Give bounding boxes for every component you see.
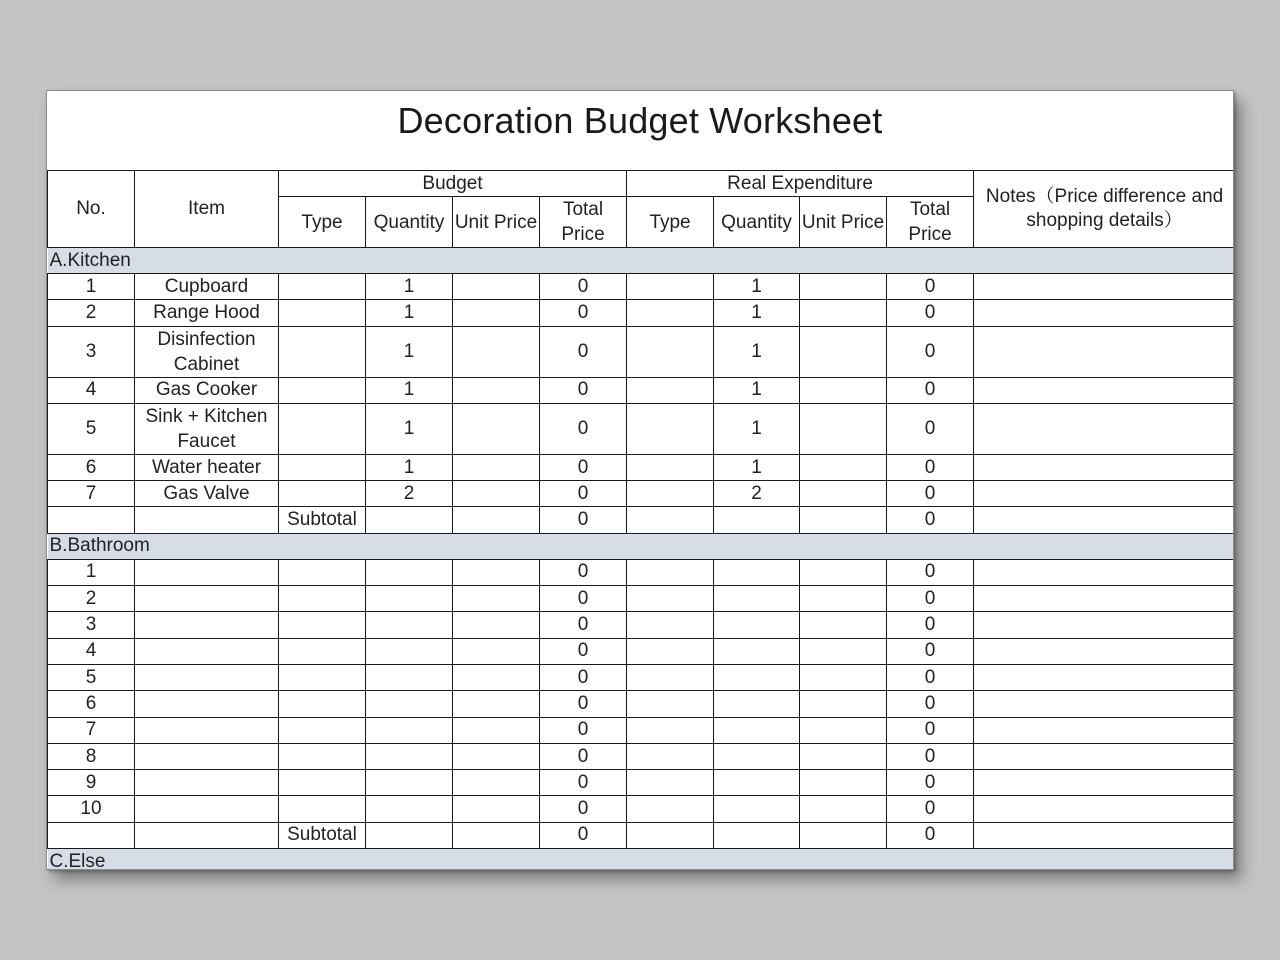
cell-item[interactable] <box>135 770 279 796</box>
section-label[interactable]: B.Bathroom <box>48 533 1235 559</box>
cell-real-total-price[interactable]: 0 <box>887 691 974 717</box>
cell-budget-unit-price[interactable] <box>453 717 540 743</box>
header-real-quantity: Quantity <box>714 197 800 248</box>
cell-budget-type[interactable] <box>279 454 366 480</box>
cell-budget-total-price[interactable]: 0 <box>540 638 627 664</box>
cell-budget-type[interactable] <box>279 717 366 743</box>
header-real-expenditure-group: Real Expenditure <box>627 171 974 197</box>
subtotal-label[interactable]: Subtotal <box>279 507 366 533</box>
cell-budget-type[interactable] <box>279 743 366 769</box>
cell-no[interactable]: 5 <box>48 664 135 690</box>
cell-real-unit-price[interactable] <box>800 377 887 403</box>
cell-budget-type[interactable] <box>279 300 366 326</box>
table-row <box>48 612 1235 638</box>
cell-real-unit-price[interactable] <box>800 691 887 717</box>
cell-real-quantity[interactable]: 1 <box>714 454 800 480</box>
cell-item[interactable]: Sink + Kitchen Faucet <box>135 403 279 454</box>
section-header-else <box>48 849 1235 870</box>
cell-real-quantity[interactable]: 1 <box>714 377 800 403</box>
section-label[interactable]: A.Kitchen <box>48 248 1235 274</box>
cell-no[interactable]: 10 <box>48 796 135 822</box>
table-row <box>48 638 1235 664</box>
cell-notes[interactable] <box>974 507 1234 533</box>
cell-real-quantity[interactable] <box>714 586 800 612</box>
cell-real-quantity[interactable]: 2 <box>714 481 800 507</box>
cell-real-unit-price[interactable] <box>800 403 887 454</box>
cell-budget-unit-price[interactable] <box>453 274 540 300</box>
cell-budget-total-price[interactable]: 0 <box>540 377 627 403</box>
cell-budget-total-price[interactable]: 0 <box>540 796 627 822</box>
cell-item[interactable] <box>135 822 279 848</box>
cell-real-type[interactable] <box>627 300 714 326</box>
page-title: Decoration Budget Worksheet <box>397 100 883 141</box>
cell-real-type[interactable] <box>627 796 714 822</box>
cell-real-unit-price[interactable] <box>800 770 887 796</box>
cell-notes[interactable] <box>974 326 1234 377</box>
cell-notes[interactable] <box>974 559 1234 585</box>
cell-real-total-price[interactable]: 0 <box>887 300 974 326</box>
table-row <box>48 377 1235 403</box>
cell-notes[interactable] <box>974 481 1234 507</box>
table-row <box>48 664 1235 690</box>
cell-real-total-price[interactable]: 0 <box>887 326 974 377</box>
cell-budget-unit-price[interactable] <box>453 507 540 533</box>
cell-no[interactable]: 7 <box>48 481 135 507</box>
cell-budget-quantity[interactable] <box>366 770 453 796</box>
cell-real-type[interactable] <box>627 326 714 377</box>
header-real-type: Type <box>627 197 714 248</box>
cell-item[interactable]: Water heater <box>135 454 279 480</box>
cell-budget-quantity[interactable]: 1 <box>366 403 453 454</box>
cell-budget-type[interactable] <box>279 377 366 403</box>
cell-real-type[interactable] <box>627 377 714 403</box>
cell-notes[interactable] <box>974 377 1234 403</box>
cell-budget-total-price[interactable]: 0 <box>540 559 627 585</box>
cell-no[interactable]: 3 <box>48 612 135 638</box>
cell-real-total-price[interactable]: 0 <box>887 559 974 585</box>
cell-budget-unit-price[interactable] <box>453 586 540 612</box>
header-budget-type: Type <box>279 197 366 248</box>
subtotal-row <box>48 507 1235 533</box>
table-row <box>48 691 1235 717</box>
cell-real-type[interactable] <box>627 612 714 638</box>
cell-real-type[interactable] <box>627 743 714 769</box>
cell-real-type[interactable] <box>627 507 714 533</box>
cell-real-type[interactable] <box>627 403 714 454</box>
cell-budget-type[interactable] <box>279 770 366 796</box>
cell-budget-unit-price[interactable] <box>453 743 540 769</box>
header-budget-group: Budget <box>279 171 627 197</box>
cell-budget-unit-price[interactable] <box>453 638 540 664</box>
cell-real-total-price[interactable]: 0 <box>887 664 974 690</box>
cell-real-quantity[interactable] <box>714 559 800 585</box>
cell-real-unit-price[interactable] <box>800 454 887 480</box>
cell-budget-quantity[interactable]: 1 <box>366 274 453 300</box>
cell-budget-unit-price[interactable] <box>453 300 540 326</box>
cell-budget-unit-price[interactable] <box>453 559 540 585</box>
header-item: Item <box>135 171 279 248</box>
cell-real-total-price[interactable]: 0 <box>887 454 974 480</box>
cell-item[interactable] <box>135 638 279 664</box>
cell-real-unit-price[interactable] <box>800 822 887 848</box>
cell-real-unit-price[interactable] <box>800 664 887 690</box>
cell-real-total-price[interactable]: 0 <box>887 507 974 533</box>
cell-real-type[interactable] <box>627 691 714 717</box>
cell-real-total-price[interactable]: 0 <box>887 638 974 664</box>
cell-real-unit-price[interactable] <box>800 743 887 769</box>
cell-real-quantity[interactable] <box>714 638 800 664</box>
cell-budget-type[interactable] <box>279 796 366 822</box>
cell-budget-total-price[interactable]: 0 <box>540 454 627 480</box>
cell-notes[interactable] <box>974 796 1234 822</box>
cell-budget-type[interactable] <box>279 638 366 664</box>
cell-notes[interactable] <box>974 612 1234 638</box>
table-row <box>48 274 1235 300</box>
cell-budget-total-price[interactable]: 0 <box>540 743 627 769</box>
subtotal-row <box>48 822 1235 848</box>
cell-real-total-price[interactable]: 0 <box>887 743 974 769</box>
worksheet-page <box>46 90 1234 870</box>
cell-real-type[interactable] <box>627 717 714 743</box>
cell-budget-total-price[interactable]: 0 <box>540 326 627 377</box>
cell-item[interactable] <box>135 691 279 717</box>
cell-budget-quantity[interactable]: 1 <box>366 377 453 403</box>
cell-notes[interactable] <box>974 300 1234 326</box>
cell-budget-unit-price[interactable] <box>453 326 540 377</box>
cell-notes[interactable] <box>974 586 1234 612</box>
table-row <box>48 770 1235 796</box>
cell-budget-total-price[interactable]: 0 <box>540 691 627 717</box>
header-budget-total-price: Total Price <box>540 197 627 248</box>
cell-budget-quantity[interactable] <box>366 664 453 690</box>
cell-budget-type[interactable] <box>279 274 366 300</box>
cell-no[interactable]: 2 <box>48 300 135 326</box>
table-row <box>48 586 1235 612</box>
table-row <box>48 743 1235 769</box>
cell-budget-unit-price[interactable] <box>453 377 540 403</box>
cell-real-unit-price[interactable] <box>800 638 887 664</box>
cell-budget-type[interactable] <box>279 481 366 507</box>
cell-budget-quantity[interactable] <box>366 612 453 638</box>
cell-no[interactable]: 4 <box>48 638 135 664</box>
cell-real-unit-price[interactable] <box>800 717 887 743</box>
cell-real-unit-price[interactable] <box>800 559 887 585</box>
cell-real-total-price[interactable]: 0 <box>887 770 974 796</box>
cell-notes[interactable] <box>974 717 1234 743</box>
cell-real-quantity[interactable] <box>714 612 800 638</box>
cell-item[interactable] <box>135 743 279 769</box>
cell-real-type[interactable] <box>627 770 714 796</box>
cell-budget-total-price[interactable]: 0 <box>540 717 627 743</box>
cell-real-quantity[interactable]: 1 <box>714 403 800 454</box>
cell-real-type[interactable] <box>627 822 714 848</box>
cell-real-type[interactable] <box>627 664 714 690</box>
cell-real-quantity[interactable]: 1 <box>714 274 800 300</box>
cell-notes[interactable] <box>974 691 1234 717</box>
cell-budget-quantity[interactable] <box>366 507 453 533</box>
cell-budget-unit-price[interactable] <box>453 796 540 822</box>
cell-real-quantity[interactable]: 1 <box>714 326 800 377</box>
cell-real-total-price[interactable]: 0 <box>887 481 974 507</box>
cell-budget-total-price[interactable]: 0 <box>540 481 627 507</box>
cell-no[interactable]: 6 <box>48 454 135 480</box>
cell-real-type[interactable] <box>627 454 714 480</box>
cell-real-unit-price[interactable] <box>800 481 887 507</box>
cell-budget-total-price[interactable]: 0 <box>540 300 627 326</box>
cell-real-total-price[interactable]: 0 <box>887 822 974 848</box>
cell-real-type[interactable] <box>627 559 714 585</box>
cell-budget-type[interactable] <box>279 559 366 585</box>
cell-real-unit-price[interactable] <box>800 612 887 638</box>
cell-budget-quantity[interactable] <box>366 559 453 585</box>
cell-no[interactable]: 2 <box>48 586 135 612</box>
cell-no[interactable]: 7 <box>48 717 135 743</box>
cell-notes[interactable] <box>974 822 1234 848</box>
cell-real-total-price[interactable]: 0 <box>887 717 974 743</box>
cell-real-quantity[interactable] <box>714 743 800 769</box>
table-row <box>48 326 1235 377</box>
cell-budget-unit-price[interactable] <box>453 664 540 690</box>
cell-no[interactable]: 9 <box>48 770 135 796</box>
cell-budget-quantity[interactable] <box>366 743 453 769</box>
cell-budget-total-price[interactable]: 0 <box>540 612 627 638</box>
cell-budget-quantity[interactable]: 1 <box>366 326 453 377</box>
cell-real-type[interactable] <box>627 638 714 664</box>
table-row <box>48 300 1235 326</box>
cell-item[interactable]: Gas Cooker <box>135 377 279 403</box>
cell-budget-quantity[interactable]: 1 <box>366 300 453 326</box>
cell-real-total-price[interactable]: 0 <box>887 274 974 300</box>
cell-real-quantity[interactable] <box>714 770 800 796</box>
cell-real-total-price[interactable]: 0 <box>887 796 974 822</box>
cell-item[interactable] <box>135 612 279 638</box>
header-no: No. <box>48 171 135 248</box>
section-header-bathroom <box>48 533 1235 559</box>
cell-real-unit-price[interactable] <box>800 507 887 533</box>
cell-budget-total-price[interactable]: 0 <box>540 586 627 612</box>
cell-no[interactable] <box>48 822 135 848</box>
cell-notes[interactable] <box>974 770 1234 796</box>
cell-item[interactable] <box>135 664 279 690</box>
cell-no[interactable]: 1 <box>48 559 135 585</box>
cell-notes[interactable] <box>974 454 1234 480</box>
cell-no[interactable]: 5 <box>48 403 135 454</box>
cell-real-quantity[interactable] <box>714 691 800 717</box>
cell-real-type[interactable] <box>627 586 714 612</box>
cell-item[interactable] <box>135 507 279 533</box>
cell-real-type[interactable] <box>627 274 714 300</box>
cell-item[interactable]: Range Hood <box>135 300 279 326</box>
cell-budget-quantity[interactable] <box>366 796 453 822</box>
cell-item[interactable]: Cupboard <box>135 274 279 300</box>
table-row <box>48 796 1235 822</box>
cell-budget-quantity[interactable] <box>366 638 453 664</box>
cell-item[interactable] <box>135 586 279 612</box>
cell-budget-unit-price[interactable] <box>453 454 540 480</box>
header-real-total-price: Total Price <box>887 197 974 248</box>
cell-budget-type[interactable] <box>279 612 366 638</box>
cell-no[interactable]: 4 <box>48 377 135 403</box>
cell-budget-unit-price[interactable] <box>453 403 540 454</box>
cell-budget-quantity[interactable] <box>366 691 453 717</box>
table-row <box>48 481 1235 507</box>
cell-budget-unit-price[interactable] <box>453 822 540 848</box>
cell-no[interactable]: 1 <box>48 274 135 300</box>
cell-budget-type[interactable] <box>279 586 366 612</box>
cell-real-quantity[interactable]: 1 <box>714 300 800 326</box>
cell-budget-quantity[interactable]: 2 <box>366 481 453 507</box>
cell-budget-total-price[interactable]: 0 <box>540 664 627 690</box>
cell-budget-total-price[interactable]: 0 <box>540 770 627 796</box>
cell-budget-total-price[interactable]: 0 <box>540 274 627 300</box>
cell-budget-total-price[interactable]: 0 <box>540 507 627 533</box>
cell-budget-type[interactable] <box>279 326 366 377</box>
cell-notes[interactable] <box>974 638 1234 664</box>
cell-budget-quantity[interactable] <box>366 586 453 612</box>
cell-real-unit-price[interactable] <box>800 586 887 612</box>
cell-notes[interactable] <box>974 274 1234 300</box>
cell-real-total-price[interactable]: 0 <box>887 377 974 403</box>
subtotal-label[interactable]: Subtotal <box>279 822 366 848</box>
cell-budget-quantity[interactable]: 1 <box>366 454 453 480</box>
table-row <box>48 559 1235 585</box>
section-header-kitchen <box>48 248 1235 274</box>
cell-real-total-price[interactable]: 0 <box>887 403 974 454</box>
cell-no[interactable]: 6 <box>48 691 135 717</box>
budget-table <box>47 170 1234 870</box>
cell-no[interactable]: 8 <box>48 743 135 769</box>
cell-budget-unit-price[interactable] <box>453 770 540 796</box>
cell-notes[interactable] <box>974 664 1234 690</box>
cell-budget-type[interactable] <box>279 664 366 690</box>
cell-real-type[interactable] <box>627 481 714 507</box>
cell-real-unit-price[interactable] <box>800 796 887 822</box>
table-row <box>48 403 1235 454</box>
cell-budget-type[interactable] <box>279 691 366 717</box>
cell-no[interactable]: 3 <box>48 326 135 377</box>
cell-real-quantity[interactable] <box>714 822 800 848</box>
cell-item[interactable] <box>135 559 279 585</box>
cell-real-unit-price[interactable] <box>800 300 887 326</box>
header-budget-unit-price: Unit Price <box>453 197 540 248</box>
header-notes: Notes（Price difference and shopping details） <box>974 171 1234 248</box>
cell-no[interactable] <box>48 507 135 533</box>
cell-real-unit-price[interactable] <box>800 274 887 300</box>
cell-notes[interactable] <box>974 743 1234 769</box>
table-row <box>48 454 1235 480</box>
cell-real-quantity[interactable] <box>714 717 800 743</box>
cell-budget-total-price[interactable]: 0 <box>540 822 627 848</box>
cell-budget-unit-price[interactable] <box>453 481 540 507</box>
table-row <box>48 717 1235 743</box>
cell-real-quantity[interactable] <box>714 507 800 533</box>
cell-real-quantity[interactable] <box>714 796 800 822</box>
cell-real-quantity[interactable] <box>714 664 800 690</box>
cell-budget-quantity[interactable] <box>366 717 453 743</box>
cell-item[interactable] <box>135 717 279 743</box>
cell-budget-quantity[interactable] <box>366 822 453 848</box>
cell-budget-type[interactable] <box>279 403 366 454</box>
cell-real-total-price[interactable]: 0 <box>887 612 974 638</box>
cell-real-unit-price[interactable] <box>800 326 887 377</box>
cell-budget-unit-price[interactable] <box>453 691 540 717</box>
cell-budget-unit-price[interactable] <box>453 612 540 638</box>
cell-real-total-price[interactable]: 0 <box>887 586 974 612</box>
header-real-unit-price: Unit Price <box>800 197 887 248</box>
cell-budget-total-price[interactable]: 0 <box>540 403 627 454</box>
cell-item[interactable]: Gas Valve <box>135 481 279 507</box>
cell-item[interactable] <box>135 796 279 822</box>
section-label[interactable]: C.Else <box>48 849 1235 870</box>
cell-item[interactable]: Disinfection Cabinet <box>135 326 279 377</box>
header-budget-quantity: Quantity <box>366 197 453 248</box>
cell-notes[interactable] <box>974 403 1234 454</box>
